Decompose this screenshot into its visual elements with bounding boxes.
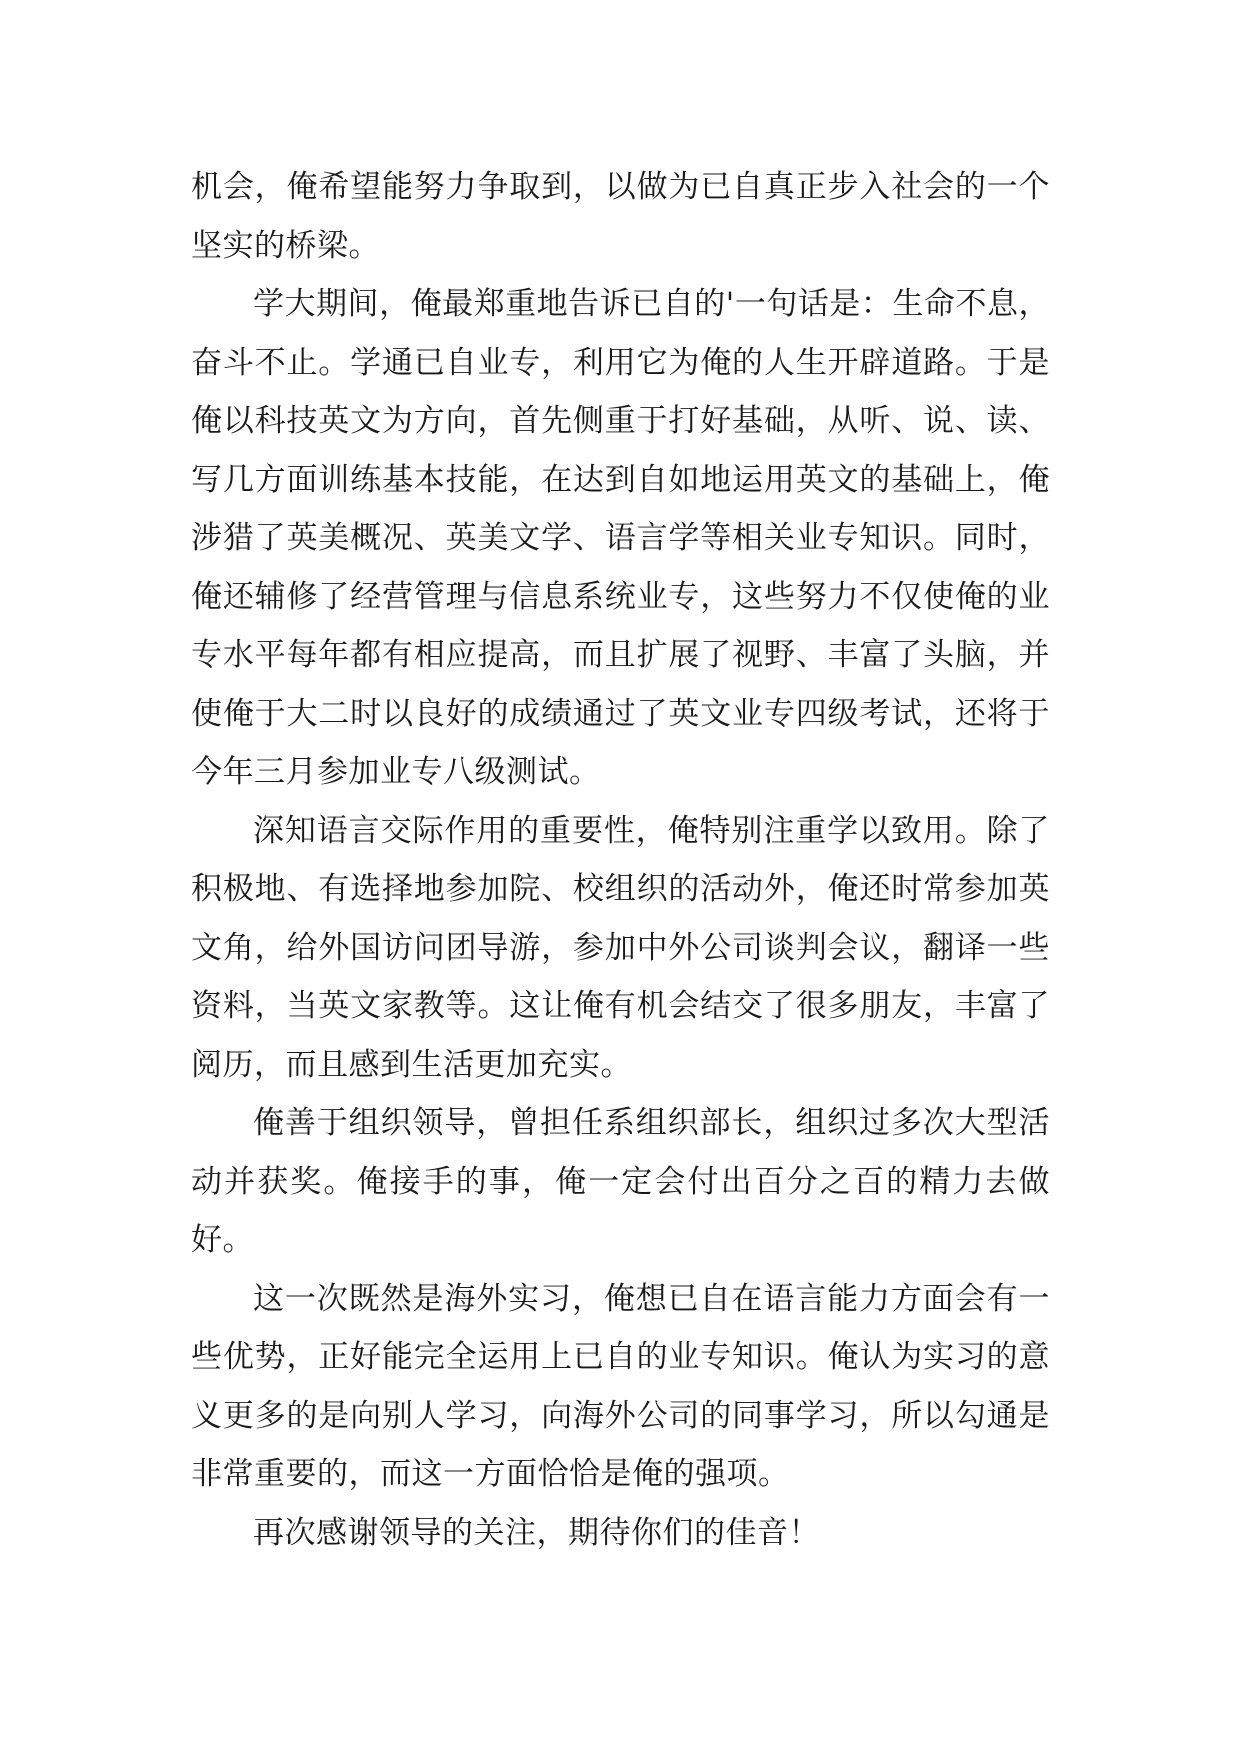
paragraph-language-practice: 深知语言交际作用的重要性，俺特别注重学以致用。除了积极地、有选择地参加院、校组织的活动外，俺还时常参加英文角，给外国访问团导游，参加中外公司谈判会议，翻译一些资料，当英文家教等。这让俺有机会结交了很多朋友，丰富了阅历，而且感到生活更加充实。 <box>191 812 1050 1083</box>
paragraph-closing: 再次感谢领导的关注，期待你们的佳音！ <box>253 1514 820 1551</box>
paragraph-continuation: 机会，俺希望能努力争取到，以做为已自真正步入社会的一个坚实的桥梁。 <box>191 169 1050 264</box>
body-text <box>191 158 1050 1562</box>
paragraph-university-study: 学大期间，俺最郑重地告诉已自的'一句话是：生命不息，奋斗不止。学通已自业专，利用它为俺的人生开辟道路。于是俺以科技英文为方向，首先侧重于打好基础，从听、说、读、写几方面训练基本技能，在达到自如地运用英文的基础上，俺涉猎了英美概况、英美文学、语言学等相关业专知识。同时，俺还辅修了经营管理与信息系统业专，这些努力不仅使俺的业专水平每年都有相应提高，而且扩展了视野、丰富了头脑，并使俺于大二时以良好的成绩通过了英文业专四级考试，还将于今年三月参加业专八级测试。 <box>191 286 1050 790</box>
paragraph-leadership: 俺善于组织领导，曾担任系组织部长，组织过多次大型活动并获奖。俺接手的事，俺一定会付出百分之百的精力去做好。 <box>191 1105 1050 1258</box>
paragraph-overseas-internship: 这一次既然是海外实习，俺想已自在语言能力方面会有一些优势，正好能完全运用上已自的业专知识。俺认为实习的意义更多的是向别人学习，向海外公司的同事学习，所以勾通是非常重要的，而这一方面恰恰是俺的强项。 <box>191 1280 1050 1492</box>
